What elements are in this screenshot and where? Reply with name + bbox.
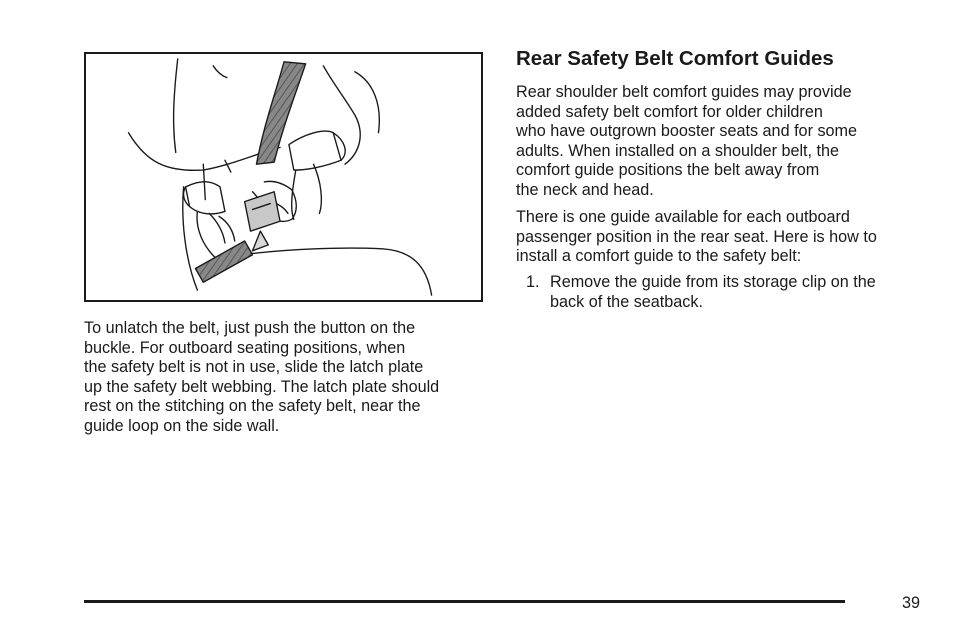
step-line-1: Remove the guide from its storage clip on the <box>550 273 876 291</box>
install-steps <box>516 273 926 312</box>
buckle-unlatch-drawing <box>86 54 481 300</box>
section-heading: Rear Safety Belt Comfort Guides <box>516 47 834 70</box>
unlatch-line-4: up the safety belt webbing. The latch plate should <box>84 377 440 396</box>
step-number: 1. <box>526 273 540 291</box>
unlatch-line-3: the safety belt is not in use, slide the latch plate <box>84 358 424 376</box>
step-line-2: back of the seatback. <box>550 292 703 311</box>
intro-line-1: Rear shoulder belt comfort guides may provide <box>516 83 852 101</box>
footer-rule <box>84 600 845 603</box>
unlatch-line-2: buckle. For outboard seating positions, when <box>84 338 406 357</box>
comfort-guide-intro <box>516 83 921 200</box>
page-number: 39 <box>901 594 920 612</box>
unlatch-instructions <box>84 319 484 436</box>
unlatch-line-5: rest on the stitching on the safety belt, near the <box>84 397 421 415</box>
guide-line-3: install a comfort guide to the safety belt: <box>516 247 802 265</box>
buckle-unlatch-illustration <box>84 52 483 302</box>
list-item <box>516 273 926 312</box>
intro-line-4: adults. When installed on a shoulder belt, the <box>516 141 840 160</box>
intro-line-3: who have outgrown booster seats and for some <box>516 122 858 140</box>
intro-line-5: comfort guide positions the belt away from <box>516 161 820 179</box>
intro-line-2: added safety belt comfort for older children <box>516 102 823 121</box>
guide-availability <box>516 208 926 267</box>
unlatch-line-6: guide loop on the side wall. <box>84 416 280 435</box>
guide-line-1: There is one guide available for each outboard <box>516 208 850 226</box>
intro-line-6: the neck and head. <box>516 180 654 199</box>
unlatch-line-1: To unlatch the belt, just push the button on the <box>84 319 416 337</box>
guide-line-2: passenger position in the rear seat. Here is how to <box>516 227 877 246</box>
